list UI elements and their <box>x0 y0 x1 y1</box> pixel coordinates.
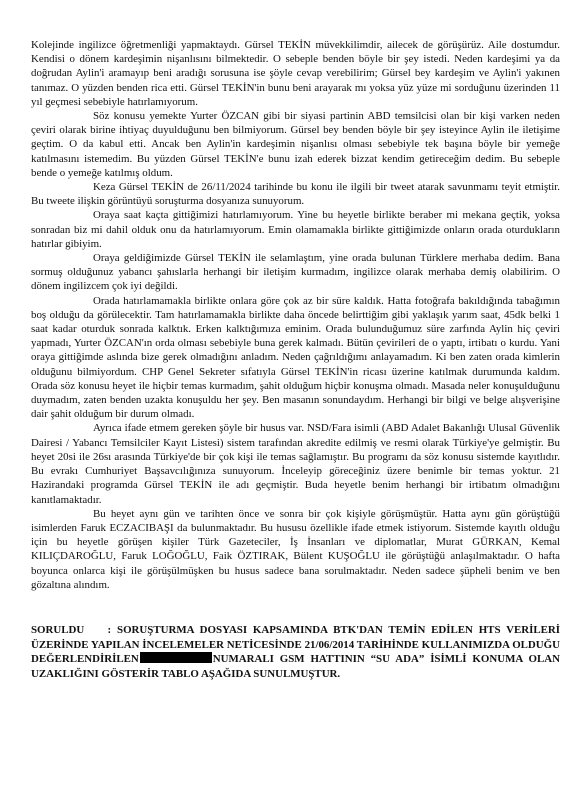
question-block <box>31 623 560 681</box>
paragraph-4: Oraya saat kaçta gittiğimizi hatırlamıyorum. Yine bu heyetle birlikte beraber mi mekana geçtik, yoksa sonradan biz mi dahil olduk onu da hatırlamıyorum. Emin olamamakla birlikte gittiğimizde onların orada oturdukların hatırlar gibiyim. <box>31 209 560 250</box>
section-gap <box>31 592 560 623</box>
paragraph-3: Keza Gürsel TEKİN de 26/11/2024 tarihinde bu konu ile ilgili bir tweet atarak savunmamı teyit etmiştir. Bu tweete ilişkin görüntüyü soruşturma dosyanıza sunuyorum. <box>31 181 560 208</box>
question-separator: : <box>107 623 112 636</box>
paragraph-2: Söz konusu yemekte Yurter ÖZCAN gibi bir siyasi partinin ABD temsilcisi olan bir kişi varken neden çeviri olarak birine ihtiyaç duyulduğunu ben bilmiyorum. Gürsel bey benden böyle bir şey isteyince Aylin ile iletişime geçtim. O da kabul etti. Ancak ben Aylin'in kardeşimin nişanlısı olması sebebiyle tek başına böyle bir yemeğe katılmasını istemedim. Bu yüzden Gürsel TEKİN'e bunu izah ederek bizzat kendim getireceğim dedim. Bu sebeple bende o yemeğe katılmış oldum. <box>31 110 560 179</box>
paragraph-7: Ayrıca ifade etmem gereken şöyle bir husus var. NSD/Fara isimli (ABD Adalet Bakanlığı Ulusal Güvenlik Dairesi / Yabancı Temsilciler Kayıt Listesi) sistem tarafından akredite edilmiş ve resmi olarak Türkiye'ye gelmiştir. Bu heyet 20si ile 26sı arasında Türkiye'de bir çok kişi ile temas sağlamıştır. Bu programı da söz konusu sistemde kayıtlıdır. Bu evrakı Cumhuriyet Başsavcılığınıza sunuyorum. İnceleyip göreceğiniz üzere benimle bir temas yoktur. 21 Hazirandaki programda Gürsel TEKİN ile adı geçmiştir. Buda heyetle benim herhangi bir irtibatım olmadığını kanıtlamaktadır. <box>31 422 560 506</box>
question-text-before: SORUŞTURMA DOSYASI KAPSAMINDA BTK'DAN TEMİN EDİLEN HTS VERİLERİ ÜZERİNDE YAPILAN İNCELEMELER NETİCESİNDE 21/06/2014 TARİHİNDE KULLANIMIZDA OLDUĞU DEĞERLENDİRİLEN <box>31 623 560 666</box>
redaction-bar <box>140 652 212 663</box>
paragraph-8: Bu heyet aynı gün ve tarihten önce ve sonra bir çok kişiyle görüşmüştür. Hatta aynı gün görüştüğü isimlerden Faruk ECZACIBAŞI da bulunmaktadır. Bu hususu özellikle ifade etmek istiyorum. Sistemde kayıtlı olduğu için bu heyetle görüşen kişiler Türk Gazeteciler, İş İnsanları ve diplomatlar, Murat GÜRKAN, Kemal KILIÇDAROĞLU, Faruk LOĞOĞLU, Faik ÖZTIRAK, Bülent KUŞOĞLU ile görüştüğü anlaşılmaktadır. O hafta boyunca onlarca kişi ile görüşülmüşken bu husus sadece bana sorulmaktadır. Neden sadece şüpheli benim ve ben gözaltına alındım. <box>31 507 560 591</box>
paragraph-5: Oraya geldiğimizde Gürsel TEKİN ile selamlaştım, yine orada bulunan Türklere merhaba dedim. Bana sormuş olduğunuz yabancı şahıslarla herhangi bir iletişim kurmadım, ingilizce olarak merhaba demiş olabilirim. O dönem ingilizcem çok iyi değildi. <box>31 252 560 293</box>
question-text-after: NUMARALI GSM HATTININ “SU ADA” İSİMLİ KONUMA OLAN UZAKLIĞINI GÖSTERİR TABLO AŞAĞIDA SUNULMUŞTUR. <box>31 653 560 680</box>
paragraph-1: Kolejinde ingilizce öğretmenliği yapmaktaydı. Gürsel TEKİN müvekkilimdir, ailecek de görüşürüz. Aile dostumdur. Kendisi o dönem kardeşimin nişanlısını bilmektedir. O sebeple benden böyle bir şey istedi. Neden kardeşimi ya da doğrudan Aylin'i aramayıp beni aradığı sorusuna ise şöyle cevap verebilirim; Gürsel bey kardeşim ve Aylin'i yakınen tanımaz. O yüzden benden rica etti. Gürsel TEKİN'in bunu beni arayarak mı yoksa yüz yüze mi sorduğunu üzerinden 11 yıl geçmesi sebebiyle hatırlamıyorum. <box>31 39 560 108</box>
question-label: SORULDU <box>31 623 85 636</box>
paragraph-6: Orada hatırlamamakla birlikte onlara göre çok az bir süre kaldık. Hatta fotoğrafa bakıldığında tabağımın boş olduğu da görülecektir. Tam hatırlamamakla birlikte daha öncede belirttiğim gibi yaklaşık yarım saat, 45dk belki 1 saat kadar oturduk sonrada kalktık. Erken kalktığımıza eminim. Orada bulunduğumuz süre zarfında Aylin hiç çeviri yapmadı, Yurter ÖZCAN'ın orda olması sebebiyle buna gerek kalmadı. Bütün çevirileri de o yaptı, irtibatı o kurdu. Yani oraya gittiğimde aslında bize gerek olmadığını anladım. Neden çağrıldığımı anlayamadım. Ki ben zaten orada kimlerin olduğunu bilmiyordum. CHP Genel Sekreter sıfatıyla Gürsel TEKİN'in ricası üzerine katılmak durumunda kaldım. Orada söz konusu heyet ile hiçbir temas kurmadım, şahit olduğum hiçbir konuşma olmadı. Masada neler konuşulduğunu duymadım, zaten benden uzakta konuşuldu her şey. Ben masanın sonundaydım. Herhangi bir bilgi ve belge alışverişine dair şahit olduğum bir durum olmadı. <box>31 294 560 421</box>
